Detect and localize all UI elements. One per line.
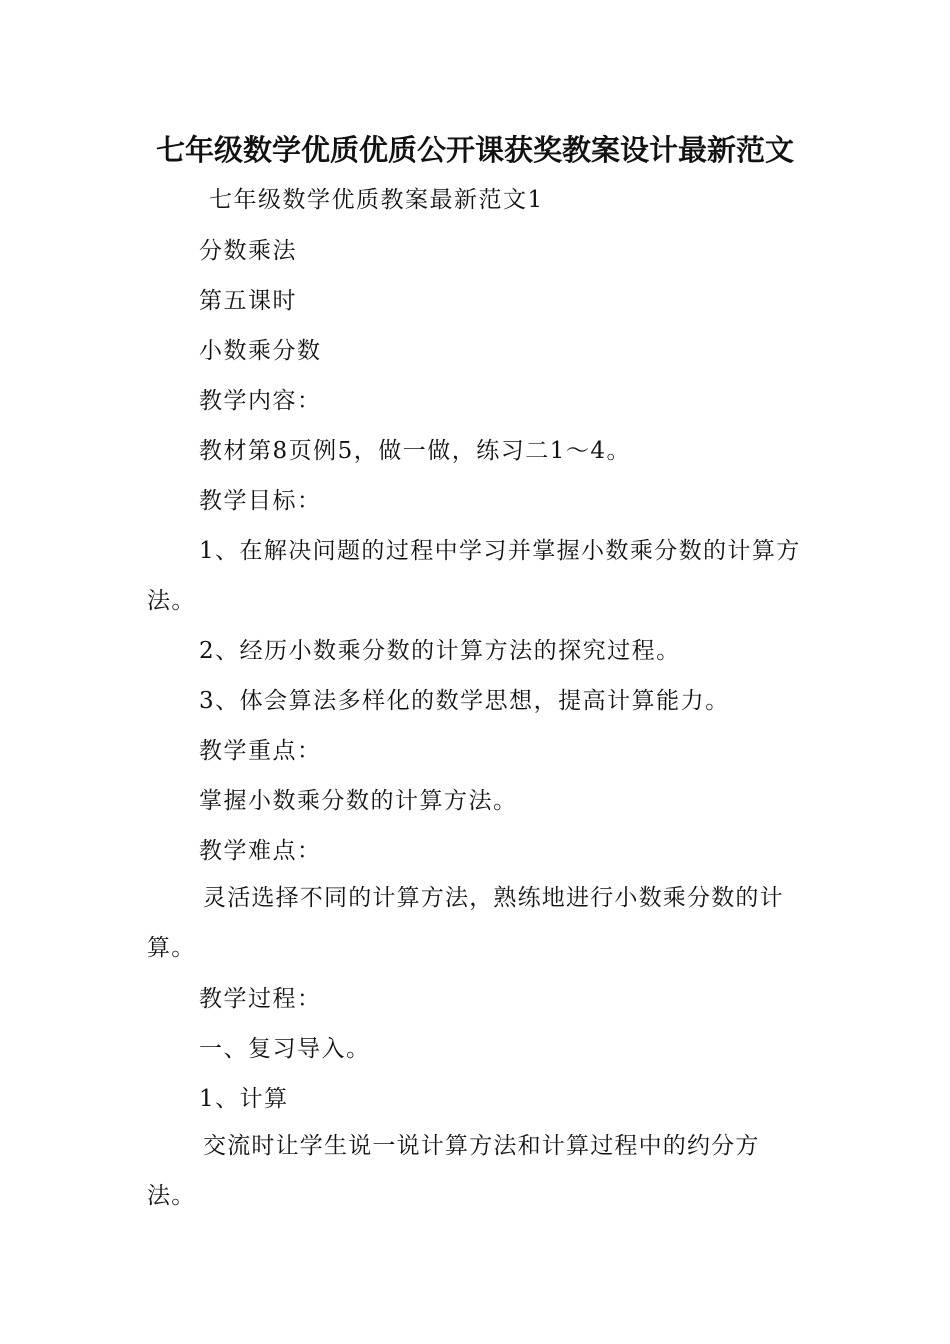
content-text: 教材第8页例5，做一做，练习二1～4。 [199,438,632,464]
lesson-topic: 小数乘分数 [199,338,322,364]
lesson-number: 第五课时 [199,288,297,314]
key-point-text: 掌握小数乘分数的计算方法。 [199,788,518,814]
unit-title: 分数乘法 [199,238,297,264]
objectives-heading: 教学目标： [199,488,322,514]
content-heading: 教学内容： [199,388,322,414]
process-substep: 1、计算 [199,1086,289,1112]
process-step: 一、复习导入。 [199,1036,371,1062]
document-title: 七年级数学优质优质公开课获奖教案设计最新范文 [155,133,794,167]
key-point-heading: 教学重点： [199,738,322,764]
process-note: 交流时让学生说一说计算方法和计算过程中的约分方法。 [147,1133,760,1209]
difficulty-text: 灵活选择不同的计算方法，熟练地进行小数乘分数的计算。 [147,885,784,961]
objective-item: 1、在解决问题的过程中学习并掌握小数乘分数的计算方法。 [147,538,801,614]
section-heading: 七年级数学优质教案最新范文1 [209,187,544,213]
objective-item: 3、体会算法多样化的数学思想，提高计算能力。 [199,688,730,714]
process-heading: 教学过程： [199,986,322,1012]
objective-item: 2、经历小数乘分数的计算方法的探究过程。 [199,638,681,664]
difficulty-heading: 教学难点： [199,838,322,864]
